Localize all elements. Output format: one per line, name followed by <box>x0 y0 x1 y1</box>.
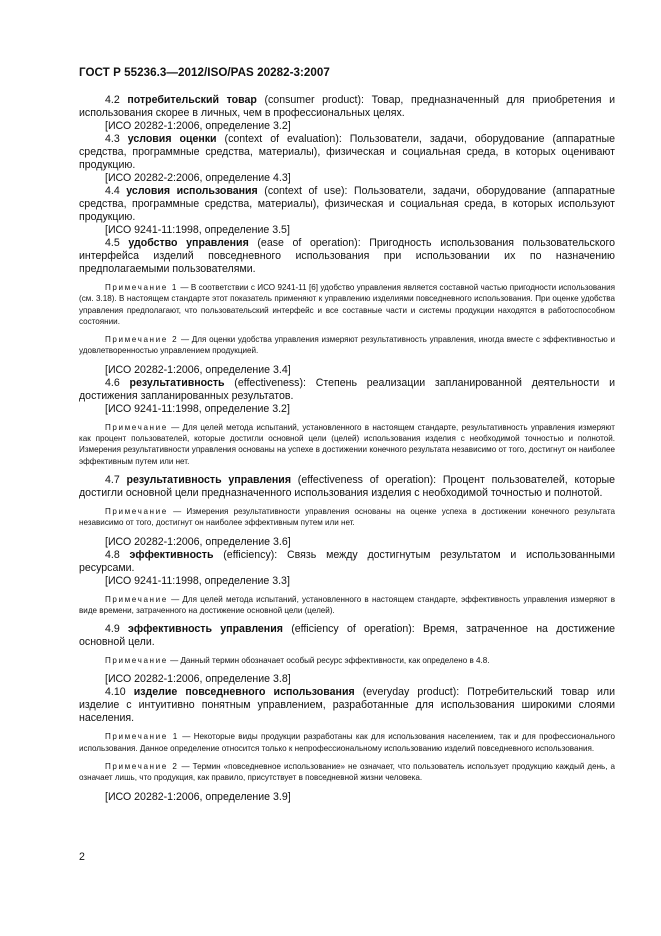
note-text: — Для целей метода испытаний, установленного в настоящем стандарте, эффективность управления измеряют в виде времени, затраченного на достижение основной цели (целей). <box>79 594 615 615</box>
term-definition: (ease of operation): Пригодность использования пользовательского интерфейса изделий повседневного использования при использовании их по назначению предполагаемыми пользователями. <box>79 237 616 275</box>
note-paragraph <box>79 731 615 754</box>
note-text: — Термин «повседневное использование» не означает, что пользователь использует продукцию каждый день, а означает лишь, что продукция, как правило, присутствует в повседневной жизни человека. <box>79 762 615 783</box>
note-text: — Измерения результативности управления основаны на оценке успеха в достижении конечного результата независимо от того, достигнут он наиболее эффективным путем или нет. <box>79 506 615 528</box>
source-reference: [ИСО 9241-11:1998, определение 3.2] <box>105 402 290 415</box>
page-number: 2 <box>79 851 85 863</box>
note-label: Примечание 1 <box>105 283 178 292</box>
term-entry <box>79 94 615 120</box>
term-number: 4.5 <box>105 237 120 249</box>
document-header: ГОСТ Р 55236.3—2012/ISO/PAS 20282-3:2007 <box>79 66 330 79</box>
note-label: Примечание <box>105 656 168 666</box>
term-definition: (consumer product): Товар, предназначенный для приобретения и использования скорее в личных, чем в профессиональных целях. <box>79 94 616 119</box>
term-number: 4.7 <box>105 473 120 486</box>
term-name: условия использования <box>126 185 258 197</box>
note-paragraph <box>79 655 615 666</box>
term-number: 4.9 <box>105 623 120 636</box>
note-text: — Некоторые виды продукции разработаны как для использования населением, так и для профессионального использования. Данное определение относится только к непрофессиональному использованию изделий повседневного использования. <box>79 732 615 753</box>
term-name: эффективность <box>129 548 214 561</box>
term-entry <box>79 686 615 725</box>
term-entry <box>79 549 615 575</box>
note-label: Примечание <box>105 422 168 432</box>
source-reference: [ИСО 20282-1:2006, определение 3.6] <box>105 535 291 548</box>
term-entry <box>79 474 615 500</box>
note-text: — Для целей метода испытаний, установленного в настоящем стандарте, результативность управления измеряют как процент пользователей, которые достигли основной цели (целей) использования изделия с необходимой точностью и полнотой. Измерения результативности управления основаны на успехе в достижении конечного результата независимо от того, достигнут он наиболее эффективным путем или нет. <box>79 422 615 466</box>
term-number: 4.2 <box>105 94 120 106</box>
term-number: 4.10 <box>105 686 126 699</box>
term-name: результативность управления <box>126 473 291 486</box>
term-definition: (effectiveness): Степень реализации запланированной деятельности и достижения запланированных результатов. <box>79 376 615 402</box>
note-label: Примечание 2 <box>105 335 179 345</box>
term-number: 4.4 <box>105 185 120 197</box>
term-name: результативность <box>129 376 225 389</box>
note-label: Примечание <box>105 506 168 516</box>
term-number: 4.8 <box>105 548 120 561</box>
note-paragraph <box>79 506 615 529</box>
note-text: — Для оценки удобства управления измеряют результативность управления, иногда вместе с эффективностью и удовлетворенностью управлением продукцией. <box>79 335 615 356</box>
term-entry <box>79 623 615 649</box>
note-paragraph <box>79 761 615 784</box>
term-name: условия оценки <box>127 133 217 145</box>
note-text: — Данный термин обозначает особый ресурс эффективности, как определено в 4.8. <box>167 656 490 666</box>
note-label: Примечание <box>105 594 168 604</box>
term-entry <box>79 185 615 224</box>
note-paragraph <box>79 282 615 327</box>
term-entry <box>79 237 615 276</box>
note-paragraph <box>79 422 615 467</box>
term-name: эффективность управления <box>128 623 283 636</box>
term-definition: (efficiency): Связь между достигнутым результатом и использованными ресурсами. <box>79 548 615 574</box>
term-definition: (context of evaluation): Пользователи, задачи, оборудование (аппаратные средства, программные средства, материалы), физическая и социальная среда, в которых оценивают продукцию. <box>79 133 615 171</box>
source-reference: [ИСО 20282-2:2006, определение 4.3] <box>105 172 291 184</box>
term-definition: (everyday product): Потребительский товар или изделие с интуитивно понятным управлением, разработанные для использования широкими слоями населения. <box>79 686 615 725</box>
note-label: Примечание 1 <box>105 732 179 742</box>
term-definition: (efficiency of operation): Время, затраченное на достижение основной цели. <box>79 623 616 649</box>
note-paragraph <box>79 594 615 617</box>
source-reference: [ИСО 20282-1:2006, определение 3.4] <box>105 363 291 376</box>
source-reference: [ИСО 20282-1:2006, определение 3.8] <box>105 673 291 686</box>
term-name: изделие повседневного использования <box>133 686 355 699</box>
term-entry <box>79 133 615 172</box>
term-name: потребительский товар <box>127 94 257 106</box>
term-definition: (effectiveness of operation): Процент пользователей, которые достигли основной цели предназначенного использования изделия с необходимой точностью и полнотой. <box>79 473 615 499</box>
source-reference: [ИСО 9241-11:1998, определение 3.5] <box>105 224 290 236</box>
source-reference: [ИСО 9241-11:1998, определение 3.3] <box>105 574 290 587</box>
source-reference: [ИСО 20282-1:2006, определение 3.9] <box>105 790 291 803</box>
term-number: 4.3 <box>105 133 120 145</box>
term-entry <box>79 377 615 403</box>
term-definition: (context of use): Пользователи, задачи, оборудование (аппаратные средства, программные средства, материалы), физическая и социальная среда, в которых используют продукцию. <box>79 185 615 223</box>
note-label: Примечание 2 <box>105 762 179 772</box>
document-body <box>79 94 615 804</box>
term-name: удобство управления <box>128 237 249 249</box>
source-reference: [ИСО 20282-1:2006, определение 3.2] <box>105 120 291 132</box>
term-number: 4.6 <box>105 376 120 389</box>
note-text: — В соответствии с ИСО 9241-11 [6] удобство управления является составной частью пригодности использования (см. 3.18). В настоящем стандарте этот показатель применяют к управлению изделиями повседневного использования. При оценке удобства управления предполагают, что пользовательский интерфейс и все составные части и системы продукции находятся в работоспособном состоянии. <box>79 283 615 326</box>
note-paragraph <box>79 334 615 357</box>
